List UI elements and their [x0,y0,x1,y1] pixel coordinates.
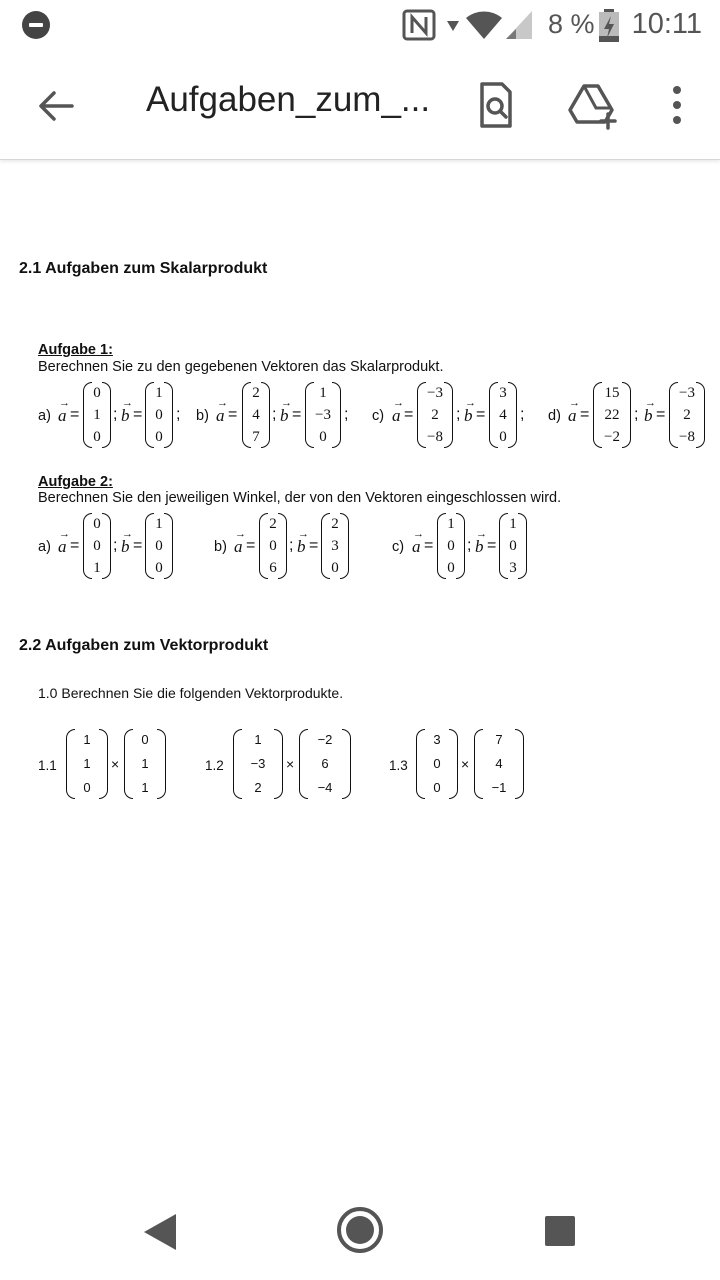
part-label: d) [548,408,561,424]
drive-add-icon[interactable] [566,78,620,132]
vector-a-symbol: → a [216,397,228,425]
vector: 0 1 1 [124,729,166,799]
equals-sign: = [476,406,486,423]
equals-sign: = [656,406,666,423]
part-label: a) [38,539,51,555]
cross-symbol: × [461,756,470,772]
vector-a-symbol: → a [58,397,70,425]
equals-sign: = [228,406,238,423]
equals-sign: = [70,537,80,554]
vector-a-symbol: → a [568,397,580,425]
vector: 1 −3 2 [233,729,283,799]
equals-sign: = [404,406,414,423]
data-arrow-icon [446,20,460,32]
separator: ; [467,537,472,554]
cross-product-row [0,729,720,805]
section-heading-vektorprodukt: 2.2 Aufgaben zum Vektorprodukt [19,637,269,654]
vector: 1 0 0 [437,513,465,579]
section-heading-skalarprodukt: 2.1 Aufgaben zum Skalarprodukt [19,260,268,277]
document-page [0,161,720,1161]
status-bar [0,0,720,50]
nav-home-icon[interactable] [337,1207,383,1253]
vector: 1 0 0 [145,513,173,579]
wifi-icon [464,9,504,41]
vector: 1 0 0 [145,382,173,448]
part-label: a) [38,408,51,424]
vector-b-symbol: → b [297,528,309,556]
separator: ; [272,406,277,423]
equals-sign: = [133,537,143,554]
separator: ; [520,406,525,423]
nfc-icon [402,9,436,41]
vector-a-symbol: → a [412,528,424,556]
separator: ; [113,406,118,423]
product-label: 1.3 [389,758,408,773]
navigation-bar [0,1180,720,1280]
separator: ; [634,406,639,423]
cross-symbol: × [111,756,120,772]
nav-back-icon[interactable] [142,1212,178,1252]
vector: 3 4 0 [489,382,517,448]
part-label: c) [392,539,405,555]
vector: 2 3 0 [321,513,349,579]
task2-title: Aufgabe 2: [38,474,113,490]
vector-b-symbol: → b [475,528,487,556]
back-arrow-icon[interactable] [34,84,78,128]
vector: 2 0 6 [259,513,287,579]
nav-recents-icon[interactable] [545,1216,575,1246]
cross-symbol: × [286,756,295,772]
equals-sign: = [309,537,319,554]
document-title: Aufgaben_zum_... [146,80,431,119]
equals-sign: = [133,406,143,423]
more-vert-icon[interactable] [650,78,704,132]
vector: 1 0 3 [499,513,527,579]
vector-b-symbol: → b [644,397,656,425]
part-label: b) [196,408,209,424]
task1-title: Aufgabe 1: [38,342,113,358]
equals-sign: = [424,537,434,554]
battery-percent: 8 % [548,9,595,39]
product-label: 1.1 [38,758,57,773]
signal-icon [504,9,534,41]
do-not-disturb-icon [22,11,50,39]
vector: −3 2 −8 [417,382,453,448]
equals-sign: = [246,537,256,554]
vector: 1 1 0 [66,729,108,799]
vector: 2 4 7 [242,382,270,448]
vector-b-symbol: → b [121,528,133,556]
app-bar [0,50,720,160]
separator: ; [176,406,181,423]
section2-instruction: 1.0 Berechnen Sie die folgenden Vektorprodukte. [38,685,344,701]
separator: ; [289,537,294,554]
vector-b-symbol: → b [280,397,292,425]
separator: ; [113,537,118,554]
equals-sign: = [487,537,497,554]
vector: 0 1 0 [83,382,111,448]
part-label: b) [214,539,227,555]
vector-b-symbol: → b [464,397,476,425]
find-in-page-icon[interactable] [468,78,522,132]
vector: −3 2 −8 [669,382,705,448]
vector: 0 0 1 [83,513,111,579]
battery-charging-icon [598,9,620,43]
vector-a-symbol: → a [234,528,246,556]
vector-b-symbol: → b [121,397,133,425]
task2-vector-row [0,513,720,583]
vector: 7 4 −1 [474,729,524,799]
vector-a-symbol: → a [58,528,70,556]
task1-vector-row [0,382,720,452]
vector-a-symbol: → a [392,397,404,425]
equals-sign: = [70,406,80,423]
vector: 3 0 0 [416,729,458,799]
task1-text: Berechnen Sie zu den gegebenen Vektoren das Skalarprodukt. [38,359,444,375]
clock: 10:11 [631,8,702,40]
separator: ; [344,406,349,423]
separator: ; [456,406,461,423]
task2-text: Berechnen Sie den jeweiligen Winkel, der von den Vektoren eingeschlossen wird. [38,490,562,506]
product-label: 1.2 [205,758,224,773]
equals-sign: = [292,406,302,423]
vector: −2 6 −4 [299,729,351,799]
vector: 1 −3 0 [305,382,341,448]
part-label: c) [372,408,385,424]
vector: 15 22 −2 [593,382,631,448]
equals-sign: = [580,406,590,423]
